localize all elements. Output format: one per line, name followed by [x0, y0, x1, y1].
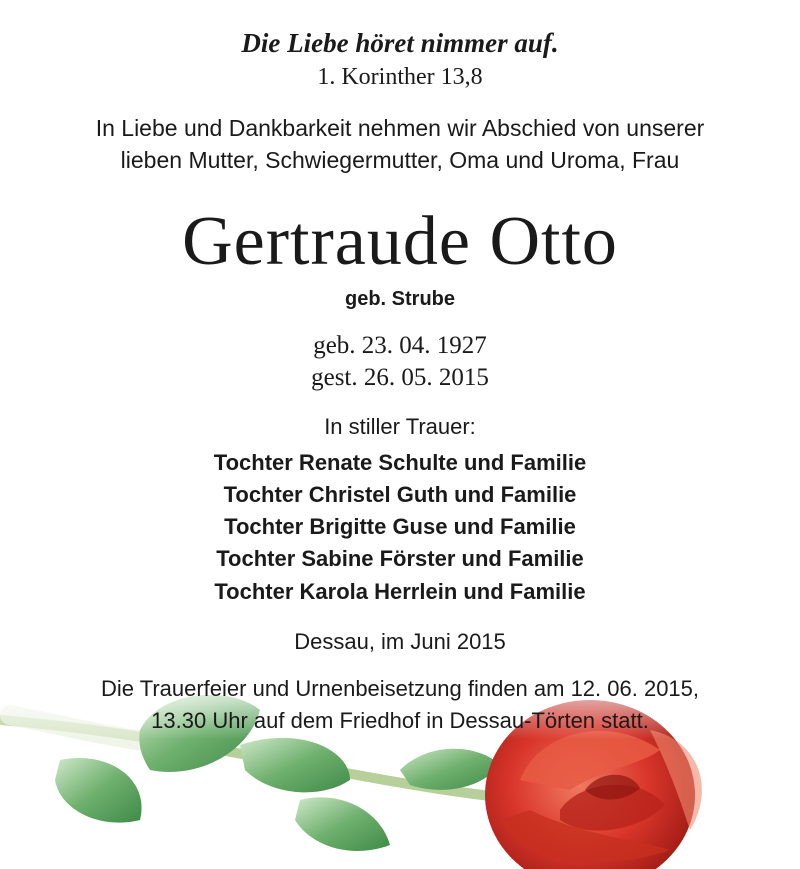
bible-verse: 1. Korinther 13,8: [317, 64, 483, 90]
maiden-name: geb. Strube: [344, 288, 455, 310]
motto: Die Liebe höret nimmer auf.: [241, 28, 559, 58]
intro-line-1: In Liebe und Dankbarkeit nehmen wir Abschied von unserer: [95, 115, 705, 141]
funeral-info-line-1: Die Trauerfeier und Urnenbeisetzung finden am 12. 06. 2015,: [100, 676, 700, 701]
intro-line-2: lieben Mutter, Schwiegermutter, Oma und Uroma, Frau: [120, 147, 680, 173]
survivor-item: Tochter Karola Herrlein und Familie: [214, 579, 586, 604]
death-date: gest. 26. 05. 2015: [311, 364, 489, 391]
survivor-item: Tochter Sabine Förster und Familie: [216, 546, 584, 571]
survivor-item: Tochter Renate Schulte und Familie: [213, 450, 587, 475]
deceased-name: Gertraude Otto: [182, 203, 618, 280]
survivor-item: Tochter Brigitte Guse und Familie: [224, 514, 576, 539]
place-date: Dessau, im Juni 2015: [294, 629, 506, 654]
mourning-label: In stiller Trauer:: [324, 414, 476, 439]
funeral-info-line-2: 13.30 Uhr auf dem Friedhof in Dessau-Törten statt.: [151, 708, 649, 733]
birth-date: geb. 23. 04. 1927: [313, 332, 487, 359]
survivor-item: Tochter Christel Guth und Familie: [223, 482, 577, 507]
